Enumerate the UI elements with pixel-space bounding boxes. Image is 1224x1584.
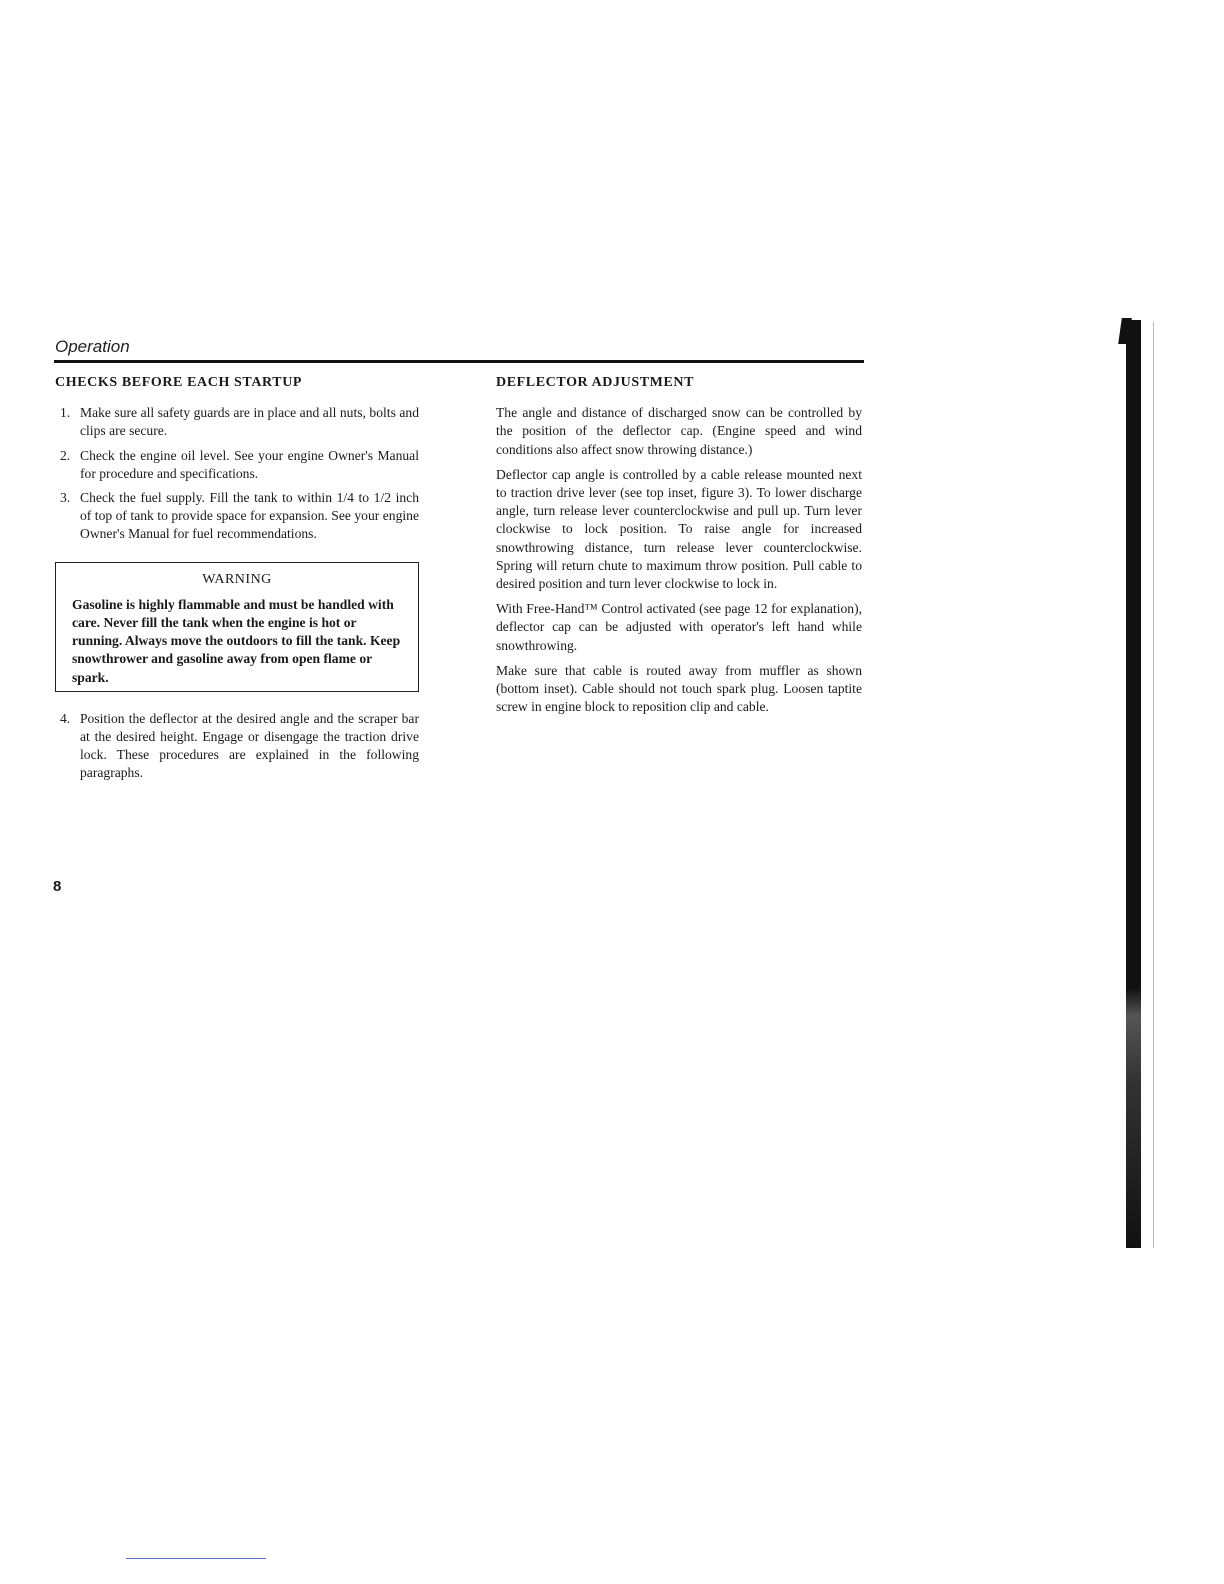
page-number: 8 <box>53 878 62 895</box>
list-item-text: Position the deflector at the desired angle and the scraper bar at the desired height. Engage or disengage the traction drive lock. These procedures are explained in the following paragraphs. <box>80 710 419 781</box>
section-label: Operation <box>55 337 130 356</box>
list-item-number: 4. <box>60 710 71 726</box>
bottom-link-line <box>126 1558 266 1559</box>
warning-title: WARNING <box>202 571 272 587</box>
checks-list <box>55 404 419 543</box>
checks-list-continued <box>55 710 419 783</box>
list-item-text: Make sure all safety guards are in place and all nuts, bolts and clips are secure. <box>80 405 419 439</box>
right-column <box>496 374 862 723</box>
list-item-number: 2. <box>60 447 71 463</box>
list-item <box>55 710 419 783</box>
warning-text: Gasoline is highly flammable and must be handled with care. Never fill the tank when the engine is hot or running. Always move the outdoors to fill the tank. Keep snowthrower and gasoline away from open flame or spark. <box>72 596 401 685</box>
checks-heading: CHECKS BEFORE EACH STARTUP <box>55 375 303 390</box>
paragraph: With Free-Hand™ Control activated (see page 12 for explanation), deflector cap can be adjusted with operator's left hand while snowthrowing. <box>496 601 862 653</box>
paragraph: Deflector cap angle is controlled by a cable release mounted next to traction drive lever (see top inset, figure 3). To lower discharge angle, turn release lever counterclockwise and pull up. Turn lever clockwise to lock position. To raise angle for increased snowthrowing distance, turn release lever counterclockwise. Spring will return chute to maximum throw position. Pull cable to desired position and turn lever clockwise to lock in. <box>496 466 862 592</box>
header-rule <box>54 360 864 363</box>
list-item-text: Check the engine oil level. See your engine Owner's Manual for procedure and specifications. <box>80 447 419 481</box>
list-item-number: 3. <box>60 490 71 506</box>
page-edge-bar <box>1126 320 1141 1248</box>
paragraph: The angle and distance of discharged snow can be controlled by the position of the deflector cap. (Engine speed and wind conditions also affect snow throwing distance.) <box>496 405 862 457</box>
deflector-heading: DEFLECTOR ADJUSTMENT <box>496 375 695 390</box>
list-item <box>55 447 419 483</box>
list-item <box>55 404 419 440</box>
warning-box <box>55 562 419 692</box>
list-item <box>55 489 419 544</box>
left-column <box>55 374 419 789</box>
page-edge-line <box>1153 322 1154 1248</box>
list-item-number: 1. <box>60 405 71 421</box>
paragraph: Make sure that cable is routed away from muffler as shown (bottom inset). Cable should not touch spark plug. Loosen taptite screw in engine block to reposition clip and cable. <box>496 662 862 715</box>
list-item-text: Check the fuel supply. Fill the tank to within 1/4 to 1/2 inch of top of tank to provide space for expansion. See your engine Owner's Manual for fuel recommendations. <box>80 490 419 542</box>
